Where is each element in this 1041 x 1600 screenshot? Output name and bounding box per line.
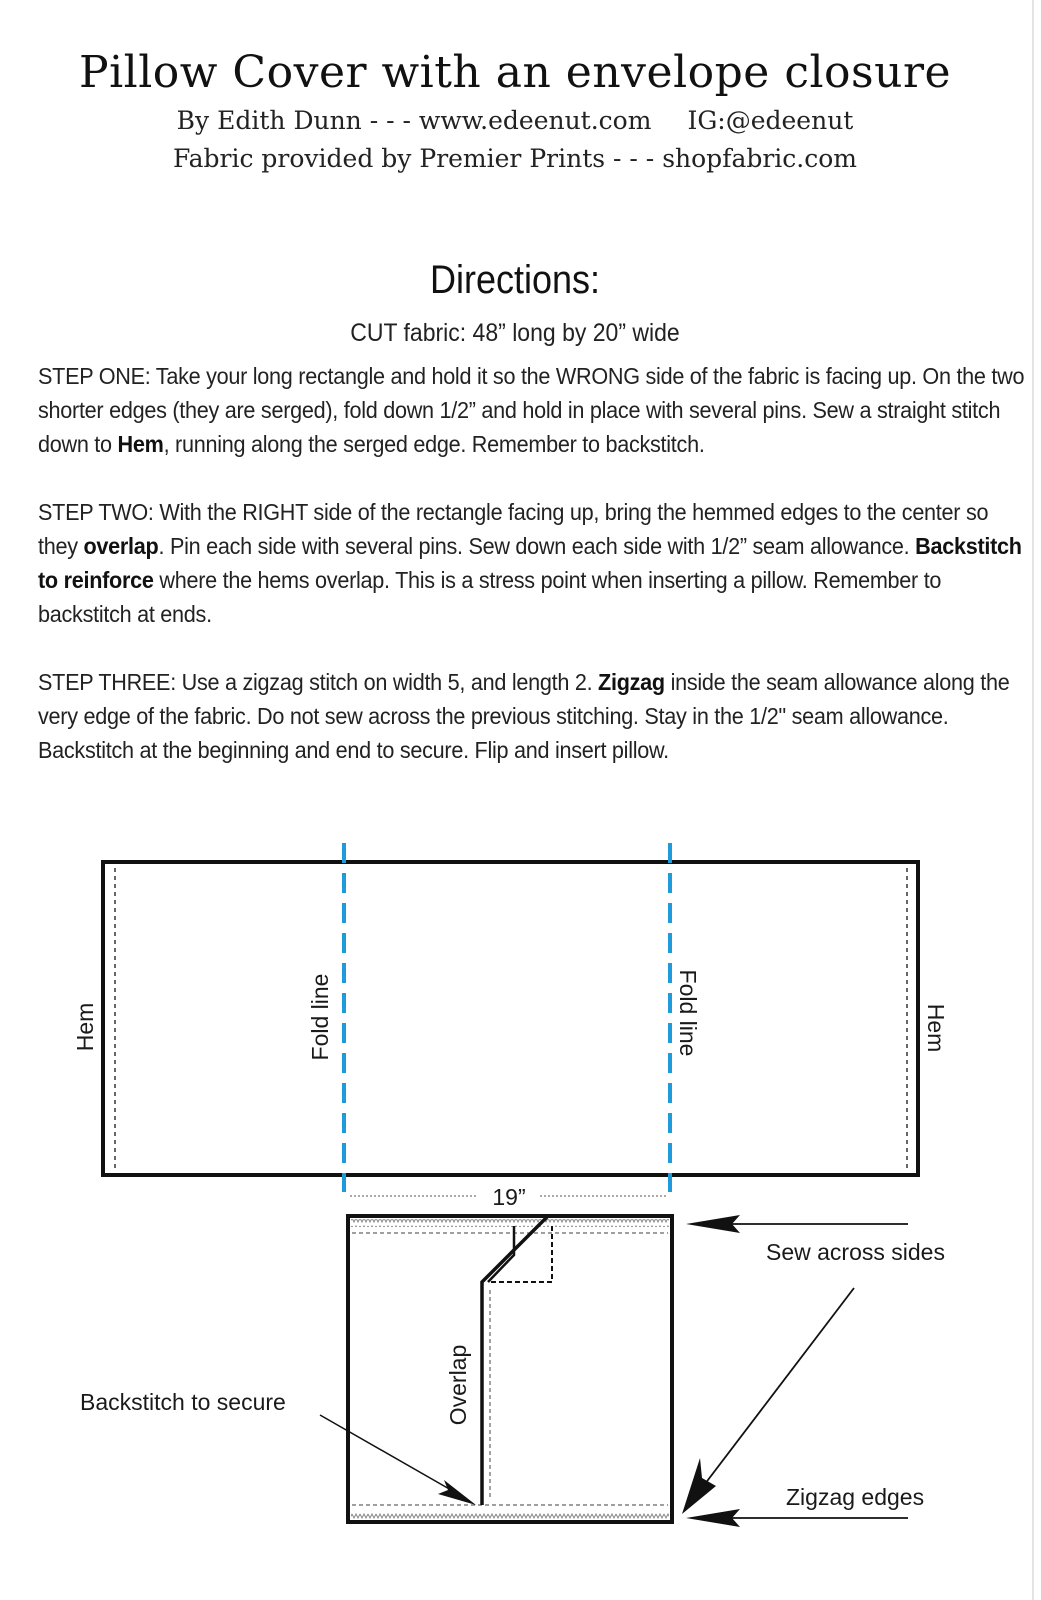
fabric-rectangle: [103, 862, 918, 1175]
step-three: STEP THREE: Use a zigzag stitch on width 5, and length 2. Zigzag inside the seam allowance along the very edge of the fabric. Do not sew across the previous stitching. Stay in the 1/2" seam allowance. Backstitch at the beginning and end to secure. Flip and insert pillow.: [38, 669, 1010, 763]
sew-across-label: Sew across sides: [766, 1239, 945, 1265]
envelope-outline: [348, 1216, 672, 1522]
hem-label-left: Hem: [72, 1002, 98, 1052]
zigzag-edges-arrowhead: [686, 1509, 740, 1527]
overlap-flap-edge: [482, 1216, 548, 1505]
width-dimension-label: 19”: [492, 1184, 526, 1210]
instagram-handle: IG:@edeenut: [687, 106, 854, 135]
header: [0, 44, 1030, 178]
backstitch-arrowhead: [438, 1480, 476, 1505]
hem-label-right: Hem: [923, 1003, 949, 1053]
steps-list: [38, 359, 1028, 801]
author-credit: By Edith Dunn - - - www.edeenut.com: [176, 106, 652, 135]
zigzag-bottom: [351, 1511, 669, 1519]
zigzag-edges-label: Zigzag edges: [786, 1484, 925, 1510]
backstitch-label: Backstitch to secure: [80, 1389, 286, 1415]
zigzag-diagonal-arrow-line: [695, 1288, 854, 1497]
envelope-diagram: [80, 1215, 945, 1527]
sew-across-arrowhead: [686, 1215, 740, 1233]
step-one: STEP ONE: Take your long rectangle and hold it so the WRONG side of the fabric is facing up. On the two shorter edges (they are serged), fold down 1/2” and hold in place with several pins. Sew a straight stitch down to Hem, running along the serged edge. Remember to backstitch.: [38, 363, 1025, 457]
byline: [0, 102, 1030, 140]
fold-line-label-right: Fold line: [675, 969, 701, 1057]
pillow-diagram: [0, 820, 1041, 1600]
overlap-label: Overlap: [445, 1344, 471, 1426]
directions-heading: Directions:: [429, 258, 601, 302]
fabric-credit: Fabric provided by Premier Prints - - - shopfabric.com: [172, 144, 858, 173]
zigzag-top: [351, 1219, 669, 1227]
page-title: Pillow Cover with an envelope closure: [78, 47, 952, 98]
zigzag-diagonal-arrowhead: [682, 1458, 716, 1514]
step-two: STEP TWO: With the RIGHT side of the rectangle facing up, bring the hemmed edges to the center so they overlap. Pin each side with several pins. Sew down each side with 1/2” seam allowance. Backstitch to reinforce where the hems overlap. This is a stress point when inserting a pillow. Remember to backstitch at ends.: [38, 499, 1022, 627]
backstitch-leader-line: [320, 1415, 458, 1494]
fold-line-label-left: Fold line: [307, 973, 333, 1061]
cut-instructions: CUT fabric: 48” long by 20” wide: [350, 319, 680, 347]
fabric-rectangle-diagram: [72, 843, 949, 1210]
